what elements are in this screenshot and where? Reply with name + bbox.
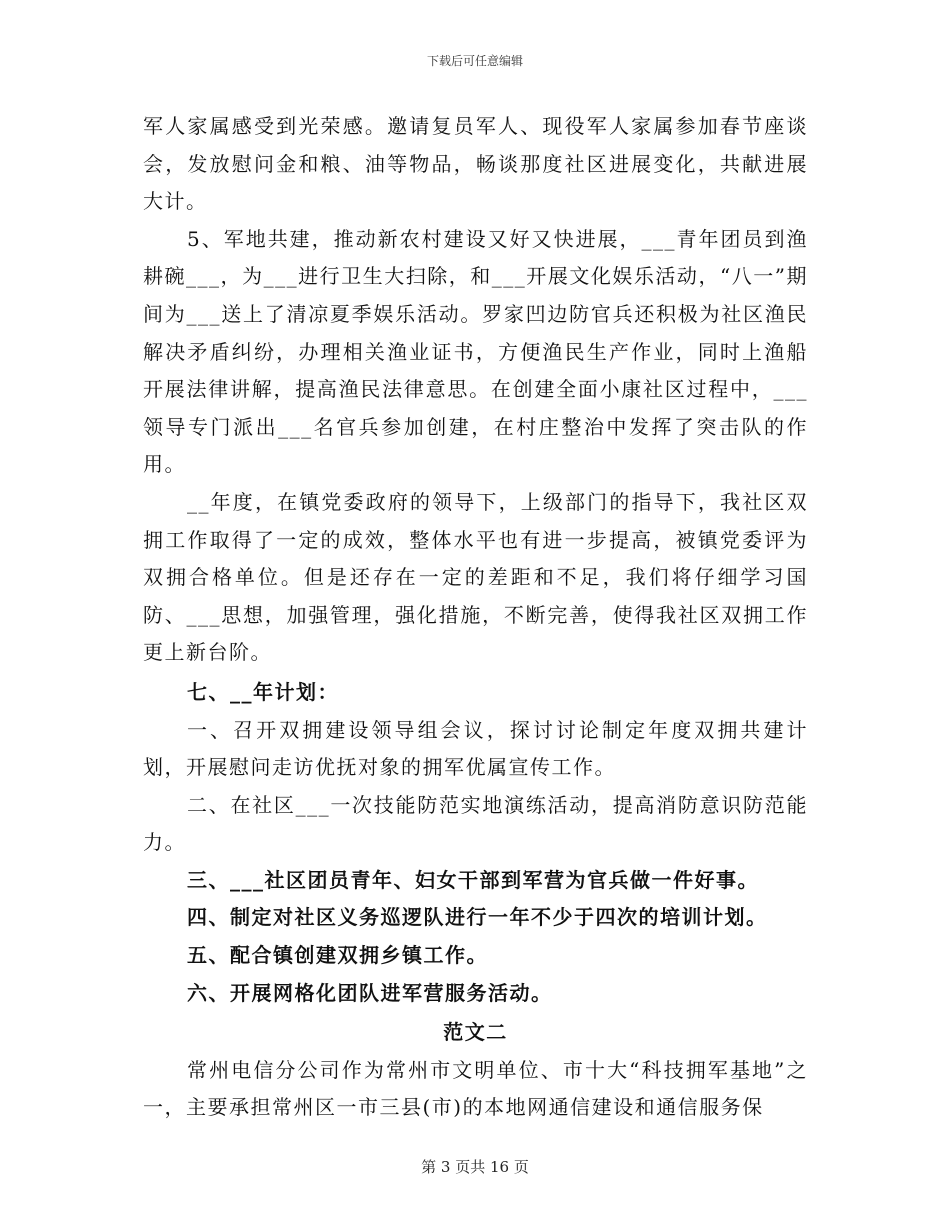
paragraph: 常州电信分公司作为常州市文明单位、市十大“科技拥军基地”之一，主要承担常州区一市三县(市)的本地网通信建设和通信服务保 <box>143 1057 808 1120</box>
paragraph: __年度，在镇党委政府的领导下，上级部门的指导下，我社区双拥工作取得了一定的成效，整体水平也有进一步提高，被镇党委评为双拥合格单位。但是还存在一定的差距和不足，我们将仔细学习国防、___思想，加强管理，强化措施，不断完善，使得我社区双拥工作更上新台阶。 <box>143 489 808 665</box>
document-body <box>143 108 808 1127</box>
paragraph: 二、在社区___一次技能防范实地演练活动，提高消防意识防范能力。 <box>143 792 808 855</box>
section-title: 范文二 <box>443 1020 508 1045</box>
paragraph: 军人家属感受到光荣感。邀请复员军人、现役军人家属参加春节座谈会，发放慰问金和粮、油等物品，畅谈那度社区进展变化，共献进展大计。 <box>143 114 808 214</box>
section-heading: 七、__年计划： <box>187 679 339 704</box>
plan-item: 四、制定对社区义务巡逻队进行一年不少于四次的培训计划。 <box>187 905 768 930</box>
plan-item: 五、配合镇创建双拥乡镇工作。 <box>187 943 488 968</box>
page-header: 下载后可任意编辑 <box>426 54 523 68</box>
plan-item: 三、___社区团员青年、妇女干部到军营为官兵做一件好事。 <box>187 867 759 892</box>
page-footer: 第 3 页共 16 页 <box>421 1158 529 1176</box>
plan-item: 六、开展网格化团队进军营服务活动。 <box>187 980 553 1005</box>
paragraph: 一、召开双拥建设领导组会议，探讨讨论制定年度双拥共建计划，开展慰问走访优抚对象的拥军优属宣传工作。 <box>143 717 808 780</box>
paragraph: 5、军地共建，推动新农村建设又好又快进展，___青年团员到渔耕碗___，为___进行卫生大扫除，和___开展文化娱乐活动，“八一”期间为___送上了清凉夏季娱乐活动。罗家凹边防官兵还积极为社区渔民解决矛盾纠纷，办理相关渔业证书，方便渔民生产作业，同时上渔船开展法律讲解，提高渔民法律意思。在创建全面小康社区过程中，___领导专门派出___名官兵参加创建，在村庄整治中发挥了突击队的作用。 <box>143 226 808 477</box>
